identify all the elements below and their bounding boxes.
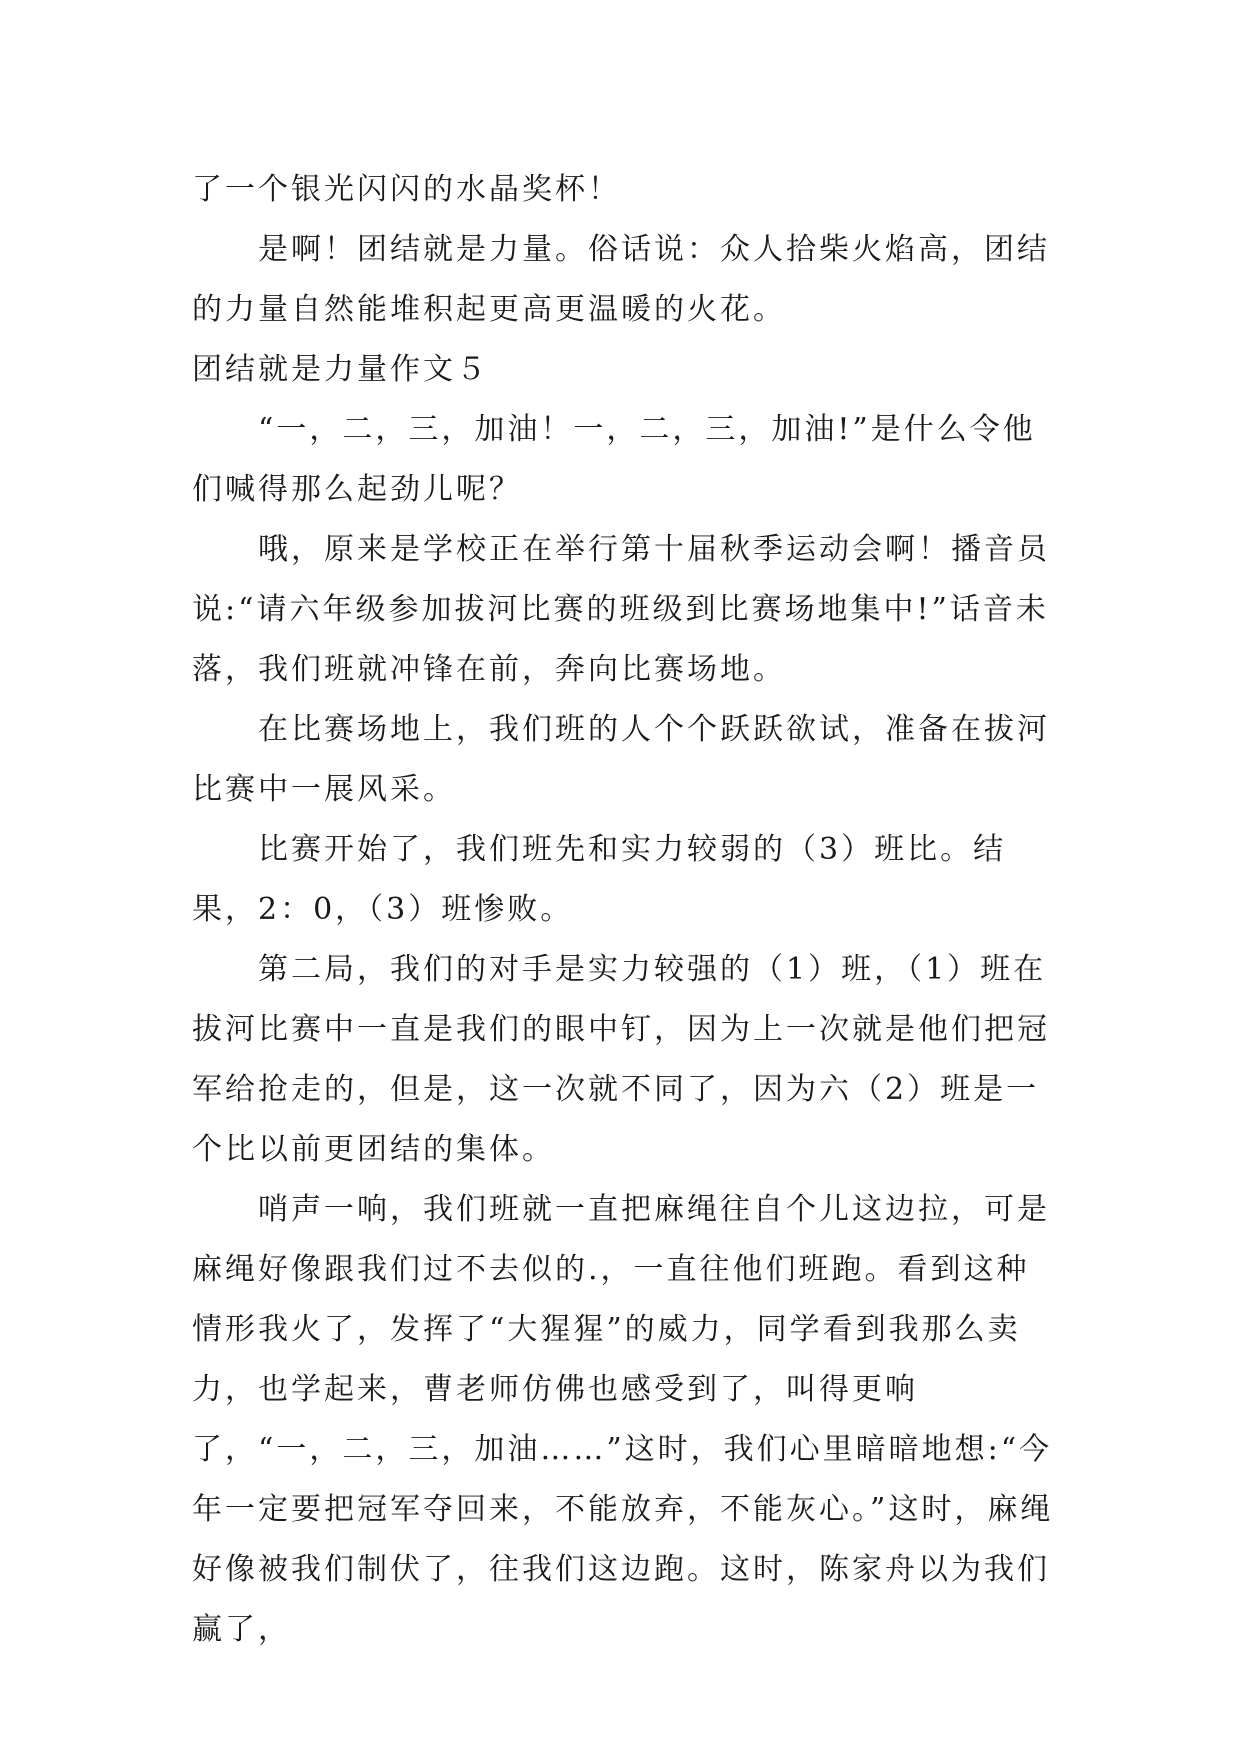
paragraph: 是啊！团结就是力量。俗话说：众人拾柴火焰高，团结的力量自然能堆积起更高更温暖的火花。 bbox=[192, 232, 1050, 327]
paragraph: 在比赛场地上，我们班的人个个跃跃欲试，准备在拔河比赛中一展风采。 bbox=[192, 712, 1050, 807]
paragraph: 第二局，我们的对手是实力较强的（1）班，（1）班在拔河比赛中一直是我们的眼中钉，因为上一次就是他们把冠军给抢走的，但是，这一次就不同了，因为六（2）班是一个比以前更团结的集体。 bbox=[192, 952, 1050, 1167]
paragraph: 比赛开始了，我们班先和实力较弱的（3）班比。结果，2：0，（3）班惨败。 bbox=[192, 832, 1007, 927]
document-body bbox=[192, 160, 1054, 1660]
paragraph-continuation: 了一个银光闪闪的水晶奖杯！ bbox=[192, 172, 621, 207]
paragraph: 哨声一响，我们班就一直把麻绳往自个儿这边拉，可是麻绳好像跟我们过不去似的.，一直往他们班跑。看到这种情形我火了，发挥了“大猩猩”的威力，同学看到我那么卖力，也学起来，曹老师仿佛也感受到了，叫得更响了，“一，二，三，加油……”这时，我们心里暗暗地想:“今年一定要把冠军夺回来，不能放弃，不能灰心。”这时，麻绳好像被我们制伏了，往我们这边跑。这时，陈家舟以为我们赢了， bbox=[192, 1192, 1054, 1647]
paragraph: 哦，原来是学校正在举行第十届秋季运动会啊！播音员说:“请六年级参加拔河比赛的班级到比赛场地集中!”话音未落，我们班就冲锋在前，奔向比赛场地。 bbox=[192, 532, 1050, 687]
paragraph: “一，二，三，加油！一，二，三，加油!”是什么令他们喊得那么起劲儿呢？ bbox=[192, 412, 1036, 507]
section-title: 团结就是力量作文５ bbox=[192, 352, 489, 387]
